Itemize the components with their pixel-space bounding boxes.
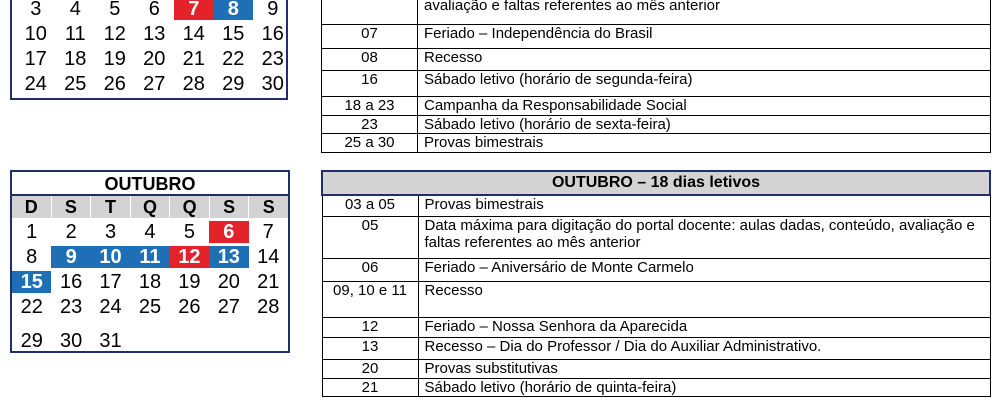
calendar-day: 20 (143, 48, 166, 70)
calendar-day: 3 (104, 221, 117, 243)
calendar-day: 9 (51, 246, 90, 268)
calendar-day: 16 (261, 23, 284, 45)
calendar-day: 20 (217, 271, 240, 293)
september-calendar (10, 0, 288, 100)
calendar-day: 12 (103, 23, 126, 45)
calendar-day: 2 (65, 221, 77, 243)
event-description: Sábado letivo (horário de quinta-feira) (418, 378, 990, 396)
calendar-day: 8 (214, 0, 254, 20)
event-date: 12 (322, 317, 418, 337)
event-date (322, 0, 418, 25)
calendar-day: 9 (267, 0, 279, 20)
calendar-day (170, 330, 209, 352)
calendar-day: 10 (24, 23, 47, 45)
calendar-week-row (12, 296, 288, 318)
calendar-day: 17 (24, 48, 47, 70)
calendar-day: 15 (222, 23, 245, 45)
calendar-day (249, 330, 288, 352)
calendar-day: 16 (60, 271, 83, 293)
event-date: 18 a 23 (322, 97, 418, 116)
calendar-day: 11 (64, 23, 86, 45)
event-description: Recesso (418, 49, 991, 71)
event-date: 23 (322, 116, 418, 134)
calendar-day: 5 (109, 0, 121, 20)
calendar-day: 22 (222, 48, 245, 70)
event-date: 03 a 05 (322, 195, 418, 216)
october-events-table (321, 170, 991, 397)
event-description: Provas substitutivas (418, 359, 990, 378)
calendar-day: 25 (138, 296, 162, 318)
calendar-day: 24 (24, 73, 47, 95)
calendar-day: 26 (178, 296, 201, 318)
calendar-week-row (16, 0, 293, 20)
event-row (322, 195, 990, 216)
event-row (322, 359, 990, 378)
calendar-week-row (16, 73, 293, 95)
calendar-day: 15 (12, 271, 51, 293)
event-date: 06 (322, 258, 418, 281)
calendar-day (130, 330, 169, 352)
event-row (322, 281, 990, 317)
calendar-day: 1 (26, 221, 38, 243)
weekday-header: S (249, 196, 288, 218)
event-row (322, 71, 991, 97)
event-date: 16 (322, 71, 418, 97)
calendar-day (209, 330, 248, 352)
calendar-day: 28 (257, 296, 280, 318)
weekday-header: S (210, 196, 250, 218)
event-date: 13 (322, 337, 418, 359)
calendar-day: 23 (261, 48, 284, 70)
calendar-day: 21 (182, 48, 205, 70)
calendar-day: 28 (182, 73, 205, 95)
calendar-week-row (16, 48, 293, 70)
calendar-day: 27 (143, 73, 166, 95)
calendar-day: 30 (261, 73, 284, 95)
weekday-header: T (91, 196, 131, 218)
october-calendar-title: OUTUBRO (12, 172, 288, 196)
event-description: Feriado – Nossa Senhora da Aparecida (418, 317, 990, 337)
event-row (322, 258, 990, 281)
calendar-day: 11 (130, 246, 169, 268)
calendar-day: 30 (60, 330, 83, 352)
calendar-day: 7 (262, 221, 274, 243)
calendar-day: 6 (148, 0, 160, 20)
october-events-header-row (322, 171, 990, 195)
calendar-week-row (12, 271, 288, 293)
calendar-day: 27 (217, 296, 240, 318)
event-row (322, 337, 990, 359)
weekday-header-row (12, 196, 288, 218)
weekday-header: Q (170, 196, 210, 218)
calendar-day: 23 (60, 296, 83, 318)
calendar-day: 22 (20, 296, 43, 318)
event-row (322, 49, 991, 71)
calendar-week-row (16, 23, 293, 45)
event-description: Recesso – Dia do Professor / Dia do Auxiliar Administrativo. (418, 337, 990, 359)
event-row (322, 25, 991, 49)
calendar-day: 13 (143, 23, 166, 45)
calendar-day: 13 (209, 246, 248, 268)
event-description: Campanha da Responsabilidade Social (418, 97, 991, 116)
event-row (322, 97, 991, 116)
calendar-day: 29 (222, 73, 245, 95)
event-date: 07 (322, 25, 418, 49)
event-description: Feriado – Independência do Brasil (418, 25, 991, 49)
event-description: Sábado letivo (horário de sexta-feira) (418, 116, 991, 134)
event-row (322, 116, 991, 134)
event-description: Provas bimestrais (418, 195, 990, 216)
event-row (322, 317, 990, 337)
calendar-day: 26 (103, 73, 126, 95)
calendar-day: 3 (30, 0, 42, 20)
event-description: Feriado – Aniversário de Monte Carmelo (418, 258, 990, 281)
calendar-day: 14 (182, 23, 205, 45)
calendar-day: 12 (170, 246, 209, 268)
calendar-day: 19 (178, 271, 201, 293)
event-description: Provas bimestrais (418, 134, 991, 153)
weekday-header: D (12, 196, 52, 218)
calendar-day: 4 (69, 0, 81, 20)
calendar-day: 18 (138, 271, 162, 293)
event-row (322, 0, 991, 25)
october-calendar (10, 170, 290, 353)
event-date: 09, 10 e 11 (322, 281, 418, 317)
september-events-table (321, 0, 991, 153)
calendar-day: 18 (64, 48, 87, 70)
calendar-day: 19 (103, 48, 126, 70)
calendar-day: 14 (257, 246, 280, 268)
event-date: 05 (322, 216, 418, 258)
event-row (322, 378, 990, 396)
calendar-day: 6 (209, 221, 248, 243)
calendar-day: 8 (26, 246, 38, 268)
calendar-day: 24 (99, 296, 122, 318)
event-row (322, 216, 990, 258)
calendar-day: 4 (144, 221, 156, 243)
calendar-week-row (12, 330, 288, 352)
calendar-day: 5 (183, 221, 195, 243)
event-description: Sábado letivo (horário de segunda-feira) (418, 71, 991, 97)
calendar-day: 10 (91, 246, 130, 268)
calendar-day: 25 (64, 73, 87, 95)
calendar-week-row (12, 221, 288, 243)
event-date: 20 (322, 359, 418, 378)
event-date: 25 a 30 (322, 134, 418, 153)
event-date: 21 (322, 378, 418, 396)
october-events-header: OUTUBRO – 18 dias letivos (322, 171, 990, 195)
calendar-day: 17 (99, 271, 122, 293)
calendar-day: 7 (174, 0, 214, 20)
calendar-day: 21 (257, 271, 280, 293)
event-date: 08 (322, 49, 418, 71)
calendar-day: 31 (99, 330, 122, 352)
calendar-week-row (12, 246, 288, 268)
event-row (322, 134, 991, 153)
weekday-header: Q (131, 196, 171, 218)
event-description: Data máxima para digitação do portal docente: aulas dadas, conteúdo, avaliação e faltas referentes ao mês anterior (418, 216, 990, 258)
event-description: avaliação e faltas referentes ao mês anterior (418, 0, 991, 25)
calendar-day: 29 (20, 330, 43, 352)
event-description: Recesso (418, 281, 990, 317)
weekday-header: S (52, 196, 92, 218)
